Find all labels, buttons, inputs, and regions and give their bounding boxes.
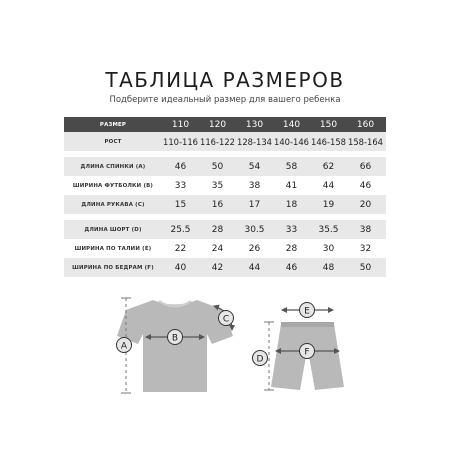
marker-e (300, 303, 315, 318)
table-cell: 50 (359, 262, 372, 273)
row-label: ШИРИНА ПО ТАЛИИ (E) (74, 245, 152, 252)
table-cell: 26 (248, 243, 261, 254)
table-cell: 17 (248, 199, 261, 210)
table-cell: 54 (248, 161, 261, 172)
page-title: ТАБЛИЦА РАЗМЕРОВ (105, 68, 345, 92)
row-label: ШИРИНА ФУТБОЛКИ (B) (72, 182, 154, 189)
height-label: РОСТ (104, 138, 122, 145)
height-cell: 140-146 (274, 136, 309, 147)
size-header-cell: 120 (208, 119, 227, 130)
table-cell: 41 (285, 180, 298, 191)
size-header-cell: 140 (282, 119, 301, 130)
row-label: ДЛИНА ШОРТ (D) (84, 226, 142, 233)
shorts-waistband (281, 322, 334, 327)
table-cell: 32 (359, 243, 372, 254)
marker-d-label: D (256, 354, 264, 365)
marker-f (300, 344, 315, 359)
table-cell: 19 (322, 199, 335, 210)
table-cell: 46 (359, 180, 372, 191)
table-cell: 35 (211, 180, 224, 191)
row-label: ДЛИНА РУКАВА (C) (81, 201, 145, 208)
marker-a-label: A (120, 341, 128, 352)
table-cell: 58 (285, 161, 298, 172)
table-cell: 28 (211, 224, 224, 235)
table-cell: 66 (359, 161, 372, 172)
marker-f-label: F (304, 347, 310, 358)
table-cell: 30 (322, 243, 335, 254)
table-cell: 38 (359, 224, 372, 235)
table-cell: 33 (285, 224, 298, 235)
table-cell: 46 (285, 262, 298, 273)
table-cell: 33 (174, 180, 187, 191)
row-label: ДЛИНА СПИНКИ (A) (80, 163, 146, 170)
table-cell: 30.5 (244, 224, 265, 235)
marker-c-label: C (222, 314, 230, 325)
table-cell: 46 (174, 161, 187, 172)
marker-a (117, 338, 132, 353)
height-cell: 146-158 (311, 136, 346, 147)
height-cell: 128-134 (237, 136, 272, 147)
table-cell: 25.5 (170, 224, 191, 235)
table-cell: 15 (174, 199, 187, 210)
table-cell: 44 (322, 180, 335, 191)
table-cell: 16 (211, 199, 224, 210)
marker-d (253, 351, 268, 366)
table-cell: 22 (174, 243, 187, 254)
size-header-cell: 150 (319, 119, 338, 130)
page-subtitle: Подберите идеальный размер для вашего ребенка (109, 95, 341, 105)
table-cell: 50 (211, 161, 224, 172)
marker-c (219, 311, 234, 326)
size-header-cell: 130 (245, 119, 264, 130)
marker-b-label: B (171, 333, 179, 344)
row-label: ШИРИНА ПО БЕДРАМ (F) (72, 264, 154, 271)
table-cell: 62 (322, 161, 335, 172)
table-cell: 44 (248, 262, 261, 273)
table-cell: 40 (174, 262, 187, 273)
height-cell: 158-164 (348, 136, 383, 147)
size-header-label: РАЗМЕР (99, 121, 127, 128)
table-cell: 38 (248, 180, 261, 191)
tshirt-silhouette-icon (117, 300, 233, 392)
table-cell: 48 (322, 262, 335, 273)
table-cell: 24 (211, 243, 224, 254)
size-header-cell: 110 (171, 119, 190, 130)
marker-e-label: E (304, 306, 310, 317)
table-cell: 42 (211, 262, 224, 273)
marker-b (168, 330, 183, 345)
table-cell: 20 (359, 199, 372, 210)
table-cell: 18 (285, 199, 298, 210)
table-cell: 28 (285, 243, 298, 254)
height-cell: 116-122 (200, 136, 235, 147)
table-cell: 35.5 (318, 224, 339, 235)
height-cell: 110-116 (163, 136, 198, 147)
size-header-cell: 160 (356, 119, 375, 130)
